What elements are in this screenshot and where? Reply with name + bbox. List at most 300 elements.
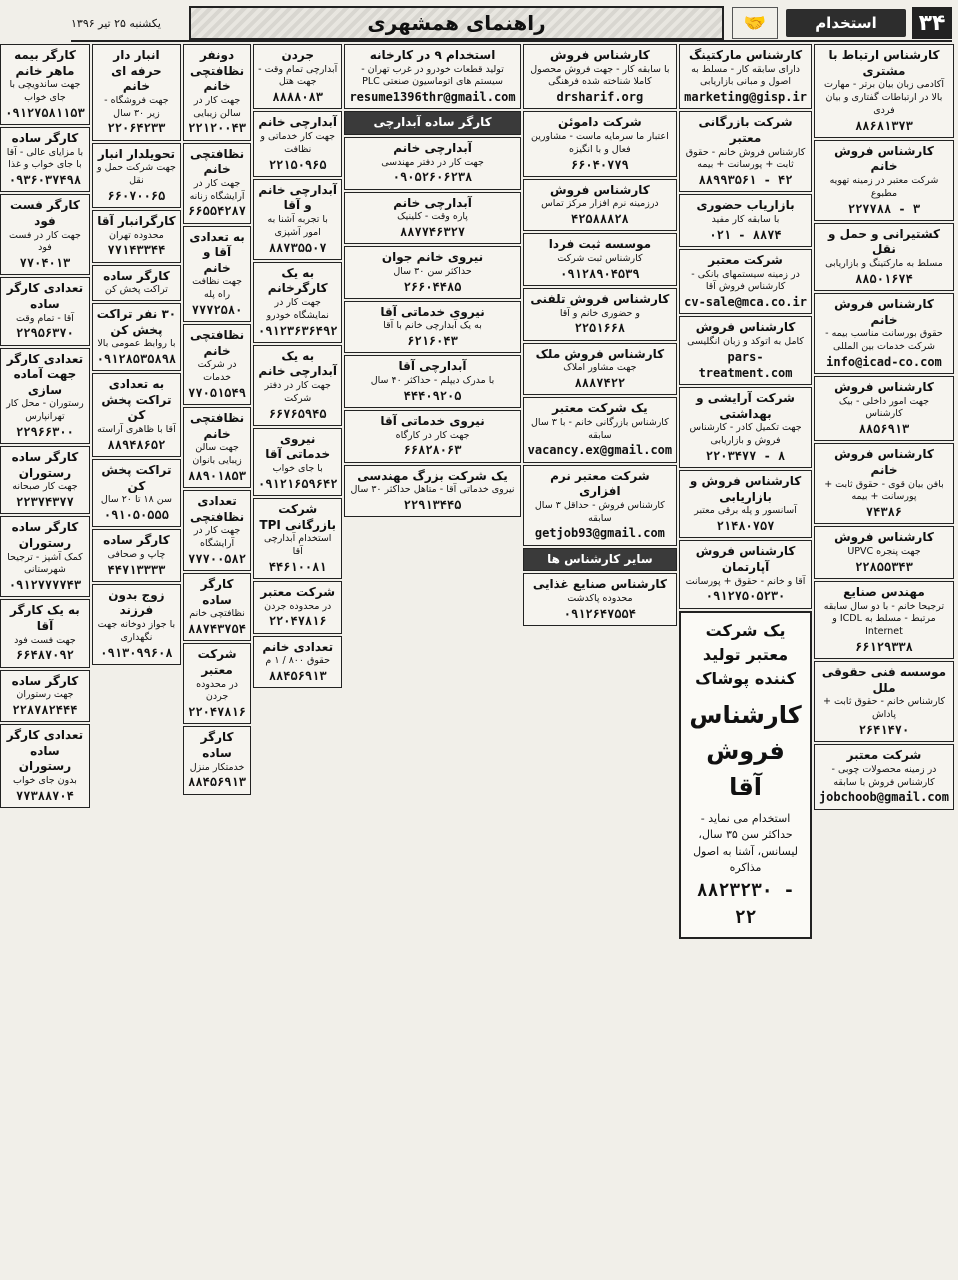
ad-phone: ۸۸۹۰۱۸۵۳ <box>188 469 246 483</box>
ad-phone: pars-treatment.com <box>698 349 793 380</box>
classified-ad <box>253 262 342 343</box>
ad-column <box>814 44 954 1274</box>
ad-title: نیروی خدماتی آقا <box>380 413 485 428</box>
ad-phone: ۲۲۸۷۸۲۴۴۴ <box>12 702 78 717</box>
ad-phone: ۲۲۷۷۸۸ - ۳ <box>847 201 921 216</box>
ad-title: یک شرکت بزرگ مهندسی <box>357 468 508 483</box>
classified-ad <box>523 44 678 109</box>
ad-body: جهت کار در دفتر مهندسی <box>381 156 484 168</box>
classified-ad <box>253 345 342 426</box>
ad-body: پاره وقت - کلینیک <box>397 211 468 223</box>
ad-title: تعدادی کارگر ساده رستوران <box>6 728 84 774</box>
ad-phone: ۶۶۱۲۹۳۳۸ <box>855 640 913 655</box>
ad-phone: ۰۹۱۲۳۶۳۶۴۹۲ <box>257 323 338 338</box>
ad-phone: ۸۸۷۷۴۶۳۲۷ <box>400 225 466 239</box>
ad-title: کارگر ساده <box>11 131 79 145</box>
ad-title: یک شرکت معتبر <box>552 401 648 416</box>
ad-phone: ۸۸۷۴۳۷۵۴ <box>188 622 246 637</box>
ad-body: جهت کار در سالن زیبایی <box>193 94 241 119</box>
ad-body: با مزایای عالی - آقا با جای خواب و غذا <box>6 146 84 171</box>
classified-ad <box>183 726 251 794</box>
ad-title: کارگر ساده <box>11 673 79 688</box>
classified-ad <box>344 301 520 354</box>
ad-title: آبدارچی خانم <box>258 115 338 130</box>
ad-phone: ۲۲۹۵۶۳۷۰ <box>16 326 74 341</box>
classified-ad <box>253 428 342 496</box>
ad-phone: ۶۶۰۷۰۰۶۵ <box>107 188 166 203</box>
ad-phone: ۰۹۱۲۱۶۵۹۶۴۲ <box>257 476 338 491</box>
ad-body: آسانسور و پله برقی معتبر <box>694 505 797 517</box>
ad-body: ترجیحا خانم - با دو سال سابقه مرتبط - مسلط به ICDL و Internet <box>823 600 945 638</box>
ad-title: کارشناس فروش خانم <box>834 143 934 174</box>
ad-body: کمک آشپز - ترجیحا شهرستانی <box>7 551 83 576</box>
ad-title: کارشناس ارتباط با مشتری <box>828 48 940 78</box>
handshake-icon: 🤝 <box>732 7 778 39</box>
ad-body: نیروی خدماتی آقا - متاهل حداکثر ۳۰ سال <box>350 484 515 496</box>
ad-body: کارشناس خانم - حقوق ثابت + پاداش <box>822 696 945 721</box>
ad-body: و حضوری خانم و آقا <box>559 307 640 319</box>
ad-title: کارگر ساده آبدارچی <box>373 115 492 130</box>
ad-phone: ۶۲۱۶۰۴۳ <box>407 334 458 349</box>
ad-phone: getjob93@gmail.com <box>534 526 665 541</box>
feature-ad-title: یک شرکت معتبر تولید کننده پوشاک <box>695 620 796 688</box>
issue-date: یکشنبه ۲۵ تیر ۱۳۹۶ <box>71 16 161 30</box>
ad-body: جهت فست فود <box>14 634 76 646</box>
ad-phone: ۸۸۹۴۸۶۵۲ <box>107 437 166 452</box>
ad-body: در محدوده جردن <box>196 678 238 703</box>
ad-column <box>344 44 520 1274</box>
ad-column <box>183 44 251 1274</box>
ad-title: بازاریاب حضوری <box>696 198 795 213</box>
ad-phone: ۲۲۹۶۶۳۰۰ <box>16 425 74 439</box>
classified-ad <box>814 744 954 809</box>
ad-phone: ۲۲۱۲۰۰۴۳ <box>188 121 246 136</box>
ad-phone: ۲۲۰۴۷۸۱۶ <box>188 705 246 720</box>
ad-phone: ۰۲۱ - ۸۸۷۴ <box>709 227 782 242</box>
ad-body: به یک آبدارچی خانم با آقا <box>383 320 482 332</box>
ad-body: نظافتچی خانم <box>189 608 245 620</box>
classified-ad <box>523 111 678 176</box>
ad-title: کارشناس فروش و بازاریابی <box>689 474 802 504</box>
page-number: ۳۴ <box>912 7 952 39</box>
classified-ad <box>814 44 954 138</box>
ad-phone: ۷۷۰۵۱۵۴۹ <box>188 386 246 400</box>
ad-phone: ۰۹۱۳۰۹۹۶۰۸ <box>100 645 173 660</box>
ad-phone: ۰۹۱۲۷۵۰۵۲۳۰ <box>705 589 786 604</box>
ad-phone: ۲۲۹۱۳۴۴۵ <box>403 497 462 512</box>
ad-title: کارشناس فروش <box>695 320 796 335</box>
classified-ad <box>814 443 954 524</box>
ad-phone: ۲۲۳۷۴۳۷۷ <box>16 495 74 510</box>
ad-phone: drsharif.org <box>556 90 644 105</box>
classified-ad <box>523 548 678 572</box>
classified-ad <box>814 661 954 742</box>
ad-column <box>253 44 342 1274</box>
classified-ad <box>679 194 812 247</box>
ad-title: کارشناس فروش خانم <box>834 297 934 327</box>
ad-body: بافن بیان قوی - حقوق ثابت + پورسانت + بیمه <box>824 478 944 503</box>
ad-title: شرکت معتبر <box>260 585 335 599</box>
classified-ad <box>92 44 181 141</box>
ad-title: شرکت بازرگانی TPI <box>259 502 336 532</box>
ad-phone: vacancy.ex@gmail.com <box>527 443 673 458</box>
ad-body: کارشناس ثبت شرکت <box>557 253 643 264</box>
ad-body: جهت ساندویچی با جای خواب <box>9 79 81 103</box>
ad-body: جهت فروشگاه - زیر ۳۰ سال <box>104 94 169 119</box>
ad-body: با جای خواب <box>272 463 323 474</box>
ad-body: با سابقه کار مفید <box>711 214 780 225</box>
ad-title: به تعدادی آقا و خانم <box>189 229 245 275</box>
ad-body: بدون جای خواب <box>13 774 77 786</box>
ad-title: نیروی خانم جوان <box>381 250 484 265</box>
ad-title: نظافتچی خانم <box>189 328 245 358</box>
ad-phone: ۲۲۱۵۰۹۶۵ <box>268 157 327 172</box>
ad-title: کارشناس فروش ملک <box>535 346 665 361</box>
page-header <box>71 6 952 42</box>
ad-title: کارشناس مارکتینگ <box>688 48 803 62</box>
classified-ad <box>0 446 89 514</box>
ad-title: شرکت معتبر <box>708 253 783 267</box>
ad-body: جهت کار در فست فود <box>9 229 81 254</box>
classified-ad <box>523 288 678 341</box>
ad-phone: ۷۷۱۴۳۳۴۴ <box>107 243 166 258</box>
classified-ad <box>523 397 678 462</box>
ad-phone: cv-sale@mca.co.ir <box>684 295 807 310</box>
classified-ad <box>253 636 342 689</box>
ad-phone: ۲۲۵۱۶۶۸ <box>574 321 626 336</box>
classified-ad <box>0 44 89 125</box>
ad-phone: ۸۸۷۳۵۵۰۷ <box>268 240 327 255</box>
ad-body: شرکت معتبر در زمینه تهویه مطبوع <box>829 175 939 199</box>
classified-ad <box>679 316 812 385</box>
classified-ad <box>523 343 678 396</box>
ad-title: تحویلدار انبار <box>97 146 175 161</box>
ad-body: جهت کار در آرایشگاه زنانه <box>189 177 245 202</box>
ad-phone: ۴۴۴۰۹۲۰۵ <box>403 388 462 403</box>
ad-body: استخدام آبدارچی آقا <box>264 533 332 557</box>
ad-title: آبدارچی خانم و آقا <box>258 182 338 213</box>
feature-ad-headline: کارشناس فروش آقا <box>689 700 802 801</box>
section-title: استخدام <box>786 9 906 37</box>
ad-body: مسلط به مارکتینگ و بازاریابی <box>825 258 943 269</box>
classified-ad <box>679 540 812 608</box>
classified-ad <box>679 111 812 192</box>
ad-title: کارگر ساده <box>200 730 234 760</box>
classified-ad <box>253 111 342 176</box>
ad-body: جهت پنجره UPVC <box>847 546 921 557</box>
ad-title: آبدارچی خانم <box>393 141 472 155</box>
classified-ad <box>814 526 954 579</box>
classified-ad <box>0 194 89 275</box>
classified-ad <box>814 581 954 659</box>
ad-column <box>679 44 812 1274</box>
classified-ad <box>0 670 89 723</box>
ad-phone: ۷۷۳۸۸۷۰۴ <box>16 788 74 803</box>
classified-ad <box>344 246 520 299</box>
ad-title: کشتیرانی و حمل و نقل <box>827 226 941 257</box>
ad-phone: ۸۸۴۵۶۹۱۳ <box>188 775 246 790</box>
ad-body: آقا - تمام وقت <box>15 312 74 324</box>
classified-ad <box>679 387 812 468</box>
ad-phone: ۰۹۱۲۷۷۷۷۴۳ <box>8 578 82 593</box>
classified-ad <box>0 348 89 445</box>
ad-body: با جواز دوخانه جهت نگهداری <box>97 618 176 643</box>
ad-phone: ۶۶۵۵۴۲۸۷ <box>188 204 246 219</box>
feature-ad-body: استخدام می نماید - حداکثر سن ۳۵ سال، لیسانس، آشنا به اصول مذاکره <box>693 811 798 875</box>
ad-title: کارگر ساده رستوران <box>11 450 79 480</box>
ad-phone: ۲۶۴۱۴۷۰ <box>858 723 910 738</box>
ad-title: کارشناس صنایع غذایی <box>532 577 667 592</box>
banner-title: راهنمای همشهری <box>189 6 724 40</box>
ad-phone: ۴۴۶۱۰۰۸۱ <box>268 559 327 574</box>
ad-title: نظافتچی خانم <box>189 146 245 177</box>
ad-body: با روابط عمومی بالا <box>97 338 176 350</box>
ad-title: نیروی خدماتی آقا <box>265 431 331 462</box>
ad-body: جهت رستوران <box>16 689 74 701</box>
ad-body: حقوق ۸۰۰ / ۱ م <box>265 655 330 667</box>
ad-title: آبدارچی آقا <box>398 359 467 374</box>
ad-body: حقوق بورسانت مناسب بیمه - شرکت خدمات بین المللی <box>825 328 943 352</box>
ad-title: کارشناس فروش تلفنی <box>530 292 670 306</box>
classified-ad <box>183 44 251 141</box>
ad-title: کارشناس فروش خانم <box>834 447 934 477</box>
ad-phone: ۰۹۱۲۶۴۷۵۵۴ <box>563 606 636 621</box>
classified-ad <box>183 407 251 488</box>
classified-ad <box>344 44 520 109</box>
ad-phone: ۷۴۳۸۶ <box>865 505 903 520</box>
ad-title: دونفر نظافتچی خانم <box>189 48 245 94</box>
ad-body: حداکثر سن ۳۰ سال <box>393 265 472 277</box>
ad-title: به یک کارگر آقا <box>10 603 80 633</box>
classified-ad <box>92 303 181 371</box>
ad-body: اعتبار ما سرمایه ماست - مشاورین فعال و با انگیزه <box>531 131 669 155</box>
ad-title: به یک آبدارچی خانم <box>258 348 338 379</box>
ad-title: کارگرانبار آقا <box>97 214 176 228</box>
classified-ad <box>344 465 520 518</box>
ad-title: کارشناس فروش <box>550 48 650 62</box>
classified-ad <box>183 226 251 323</box>
ad-phone: ۲۲۰۴۷۸۱۶ <box>268 614 327 629</box>
ad-body: جهت سالن زیبایی بانوان <box>192 442 242 467</box>
classified-ad <box>253 498 342 579</box>
ad-title: شرکت بازرگانی معتبر <box>698 115 793 145</box>
classified-ad <box>92 143 181 208</box>
ad-title: نیروی خدماتی آقا <box>380 304 485 319</box>
classified-ad <box>523 179 678 232</box>
ad-body: خدمتکار منزل <box>189 761 245 773</box>
classified-ad <box>814 223 954 291</box>
classified-ad <box>183 143 251 224</box>
ad-phone: ۶۶۰۴۰۷۷۹ <box>570 157 629 172</box>
ad-body: آقا و خانم - حقوق + پورسانت <box>685 575 806 587</box>
ad-title: تعدادی نظافتچی <box>189 494 245 524</box>
classified-ad <box>344 355 520 408</box>
ad-title: کارشناس فروش <box>834 530 934 545</box>
ad-body: تراکت پخش کن <box>104 284 168 296</box>
ad-phone: ۸۸۴۵۶۹۱۳ <box>268 669 327 683</box>
classified-ad <box>679 44 812 109</box>
ads-grid <box>5 44 954 1274</box>
classified-ad <box>679 470 812 538</box>
ad-body: کارشناس فروش خانم - حقوق ثابت + پورسانت + بیمه <box>685 146 806 171</box>
ad-phone: resume1396thr@gmail.com <box>349 90 516 105</box>
classified-ad <box>523 465 678 546</box>
ad-column <box>92 44 181 1274</box>
classified-ad <box>523 573 678 626</box>
classified-ad <box>344 111 520 135</box>
classified-ad <box>0 127 89 192</box>
ad-title: کارگر ساده <box>200 577 234 607</box>
ad-title: به یک کارگرخانم <box>267 265 328 296</box>
ad-body: با سابقه کار - جهت فروش محصول کاملا شناخته شده فرهنگی <box>530 63 670 88</box>
ad-phone: ۲۱۴۸۰۷۵۷ <box>716 519 775 534</box>
ad-title: تعدادی خانم <box>262 639 334 654</box>
feature-ad <box>679 611 812 939</box>
ad-title: شرکت داموئن <box>558 115 642 130</box>
ad-phone: ۴۴۷۱۳۳۳۳ <box>107 562 166 577</box>
ad-title: انبار دار حرفه ای خانم <box>111 48 162 94</box>
ad-body: سن ۱۸ تا ۲۰ سال <box>100 494 172 506</box>
ad-phone: ۸۸۵۶۹۱۳ <box>858 422 910 437</box>
ad-column <box>0 44 89 1274</box>
ad-body: درزمینه نرم افزار مرکز تماس <box>541 198 659 210</box>
ad-title: تعدادی کارگر ساده <box>6 281 84 311</box>
classified-ad <box>814 140 954 221</box>
classified-ad <box>344 410 520 463</box>
ad-phone: ۰۹۱۰۵۰۵۵۵ <box>103 507 169 522</box>
classifieds-page <box>5 0 958 1280</box>
ad-body: جهت تکمیل کادر - کارشناس فروش و بازاریابی <box>689 422 802 447</box>
ad-body: جهت کار صبحانه <box>12 481 78 493</box>
ad-title: موسسه فنی حقوقی ملل <box>821 665 947 695</box>
classified-ad <box>344 137 520 190</box>
ad-body: جهت کار در آرایشگاه <box>193 525 241 550</box>
ad-body: جهت امور داخلی - بیک کارشناس <box>838 395 930 420</box>
classified-ad <box>92 373 181 457</box>
ad-body: جهت کار در کارگاه <box>395 429 470 441</box>
ad-body: رستوران - محل کار تهرانپارس <box>6 398 84 423</box>
ad-body: در زمینه محصولات چوبی - کارشناس فروش با سابقه <box>831 763 937 788</box>
ad-phone: ۰۹۱۲۷۵۸۱۱۵۳ <box>5 105 85 120</box>
classified-ad <box>92 529 181 582</box>
ad-phone: ۰۹۰۵۲۶۰۶۲۳۸ <box>392 170 473 185</box>
ad-body: دارای سابقه کار - مسلط به اصول و مبانی بازاریابی <box>691 63 800 88</box>
ad-title: آبدارچی خانم <box>393 195 472 210</box>
ad-phone: ۶۶۴۸۷۰۹۲ <box>16 648 74 663</box>
ad-title: کارگر فست فود <box>10 198 80 228</box>
ad-phone: ۸۸۸۷۴۲۲ <box>574 376 626 390</box>
ad-title: کارگر ساده <box>103 268 170 283</box>
classified-ad <box>92 265 181 301</box>
classified-ad <box>0 599 89 667</box>
ad-title: استخدام ۹ در کارخانه <box>369 48 496 62</box>
ad-body: جهت کار در دفتر شرکت <box>264 380 331 404</box>
ad-phone: ۷۷۰۴۰۱۳ <box>19 256 71 271</box>
ad-title: موسسه ثبت فردا <box>548 237 652 252</box>
ad-title: کارگر ساده <box>103 533 170 548</box>
classified-ad <box>523 233 678 286</box>
ad-phone: ۸۸۹۹۳۵۶۱ - ۴۲ <box>698 173 793 188</box>
ad-title: به تعدادی تراکت پخش کن <box>101 377 172 423</box>
classified-ad <box>92 210 181 263</box>
ad-body: محدوده تهران <box>108 229 164 241</box>
ad-body: محدوده پاکدشت <box>567 592 633 604</box>
ad-phone: ۴۲۵۸۸۸۲۸ <box>570 212 629 227</box>
classified-ad <box>92 584 181 665</box>
classified-ad <box>183 573 251 641</box>
ad-phone: marketing@gisp.ir <box>684 90 807 105</box>
classified-ad <box>183 324 251 405</box>
ad-title: شرکت معتبر <box>197 647 237 677</box>
ad-phone: ۰۹۳۶۰۳۷۴۹۸ <box>8 173 82 188</box>
ad-body: در محدوده جردن <box>264 600 332 612</box>
classified-ad <box>253 179 342 260</box>
ad-phone: ۰۹۱۲۸۹۰۴۵۳۹ <box>560 266 640 281</box>
ad-body: آکادمی زبان بیان برتر - مهارت بالا در ارتباطات گفتاری و بیان فردی <box>823 79 944 116</box>
ad-body: جهت نظافت راه پله <box>192 276 242 301</box>
classified-ad <box>0 516 89 597</box>
ad-title: سایر کارشناس ها <box>547 551 653 566</box>
classified-ad <box>183 643 251 724</box>
ad-phone: ۶۶۸۲۸۰۶۳ <box>403 443 462 458</box>
ad-title: ۳۰ نفر تراکت پخش کن <box>96 307 177 337</box>
ad-body: جهت کار خدماتی و نظافت <box>260 131 336 155</box>
ad-title: جردن <box>281 48 314 62</box>
ad-title: شرکت معتبر <box>846 748 922 763</box>
ad-phone: ۷۷۷۲۵۸۰ <box>191 303 243 317</box>
ad-title: شرکت معتبر نرم افزاری <box>550 468 650 499</box>
ad-title: کارگر بیمه ماهر خانم <box>14 48 76 78</box>
ad-body: کامل به اتوکد و زبان انگلیسی <box>687 336 804 347</box>
classified-ad <box>814 293 954 374</box>
ad-body: جهت کار در نمایشگاه خودرو <box>266 297 329 321</box>
ad-title: شرکت آرایشی و بهداشتی <box>696 391 795 421</box>
ad-column <box>523 44 678 1274</box>
classified-ad <box>0 724 89 808</box>
classified-ad <box>344 192 520 245</box>
ad-title: کارگر ساده رستوران <box>11 520 79 550</box>
ad-body: آبدارچی تمام وقت - جهت هتل <box>258 63 338 88</box>
ad-body: در شرکت خدمات <box>197 359 237 384</box>
ad-body: کارشناس بازرگانی خانم - با ۳ سال سابقه <box>531 416 669 441</box>
ad-title: نظافتچی خانم <box>189 411 245 441</box>
ad-body: با تجربه آشنا به امور آشپزی <box>267 214 328 238</box>
ad-body: جهت شرکت حمل و نقل <box>97 162 176 186</box>
ad-phone: ۰۹۱۲۸۵۳۵۸۹۸ <box>96 352 177 366</box>
classified-ad <box>253 44 342 109</box>
ad-phone: ۲۶۶۰۴۴۸۵ <box>403 279 462 294</box>
classified-ad <box>0 277 89 345</box>
ad-phone: jobchoob@gmail.com <box>818 790 949 805</box>
ad-phone: ۸۸۶۸۱۳۷۳ <box>855 118 913 133</box>
feature-ad-phone: ۸۸۲۳۲۳۰ - ۲۲ <box>696 879 795 928</box>
ad-body: کارشناس فروش - حداقل ۳ سال سابقه <box>534 499 665 524</box>
ad-phone: info@icad-co.com <box>826 354 942 369</box>
ad-phone: ۲۲۰۳۴۷۷ - ۸ <box>705 449 786 463</box>
ad-body: جهت مشاور املاک <box>563 362 637 374</box>
classified-ad <box>183 490 251 571</box>
classified-ad <box>814 376 954 441</box>
ad-title: تراکت پخش کن <box>101 462 172 493</box>
ad-phone: ۸۸۵۰۱۶۷۴ <box>855 271 913 286</box>
ad-phone: ۷۷۷۰۰۵۸۲ <box>188 552 246 566</box>
ad-body: تولید قطعات خودرو در غرب تهران - سیستم های اتوماسیون صنعتی PLC <box>361 63 504 88</box>
ad-body: در زمینه سیستمهای بانکی - کارشناس فروش آقا <box>691 268 800 293</box>
ad-title: تعدادی کارگر جهت آماده سازی <box>6 351 84 397</box>
ad-phone: ۸۸۸۸۰۸۳ <box>272 90 323 105</box>
ad-body: چاپ و صحافی <box>107 548 166 560</box>
classified-ad <box>253 581 342 634</box>
